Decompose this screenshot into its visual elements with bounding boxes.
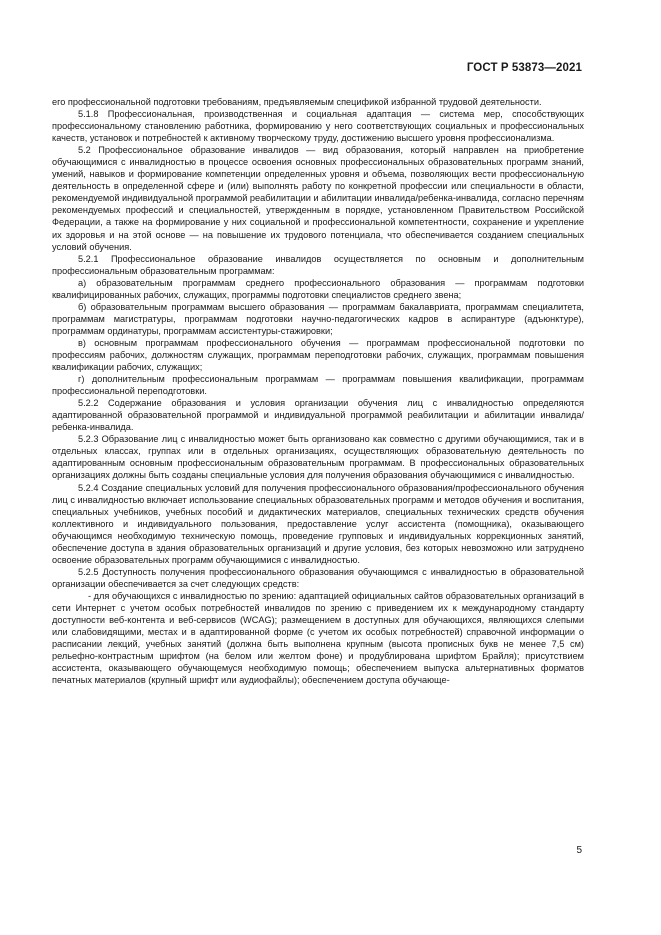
document-header: ГОСТ Р 53873—2021 — [466, 62, 582, 74]
list-item-a: а) образовательным программам среднего профессионального образования — программам подготовки квалифицированных рабочих, служащих, программы подготовки специалистов среднего звена; — [52, 277, 584, 300]
paragraph-5-2: 5.2 Профессиональное образование инвалидов — вид образования, который направлен на приобретение обучающимися с инвалидностью в процессе освоения основных профессиональных образовательных программ знаний, умений, навыков и формирование компетенции определенных уровня и объема, позволяющих вести профессиональную деятельность в определенной сфере и (или) выполнять работу по конкретной профессии или специальности в области, рекомендуемой индивидуальной программой реабилитации и абилитации инвалида/ребенка-инвалида, согласно перечням рекомендуемых профессий и специальностей, утвержденным в порядке, установленном Правительством Российской Федерации, а также на формирование у них социальной и профессиональной компетентности, сохранение и укрепление их здоровья и на этой основе — на повышение их трудового потенциала, что обеспечивается созданием специальных условий обучения. — [52, 145, 584, 252]
paragraph-5-1-8: 5.1.8 Профессиональная, производственная и социальная адаптация — система мер, способствующих профессиональному становлению работника, формированию у него соответствующих социальных и профессиональных качеств, установок и потребностей к активному творческому труду, достижению высшего уровня профессионализма. — [52, 109, 584, 144]
paragraph-5-2-1: 5.2.1 Профессиональное образование инвалидов осуществляется по основным и дополнительным профессиональным образовательным программам: — [52, 253, 584, 276]
paragraph-5-2-2: 5.2.2 Содержание образования и условия организации обучения лиц с инвалидностью определяются адаптированной образовательной программой и индивидуальной программой реабилитации и абилитации инвалида/ребенка-инвалида. — [52, 398, 584, 433]
paragraph-vision-impaired: - для обучающихся с инвалидностью по зрению: адаптацией официальных сайтов образовательных организаций в сети Интернет с учетом особых потребностей инвалидов по зрению с приведением их к международному стандарту доступности веб-контента и веб-сервисов (WCAG); размещением в доступных для обучающихся, являющихся слепыми или слабовидящими, местах и в адаптированной форме (с учетом их особых потребностей) справочной информации о расписании лекций, учебных занятий (должна быть выполнена крупным (высота прописных букв не менее 7,5 см) рельефно-контрастным шрифтом (на белом или желтом фоне) и продублирована шрифтом Брайля); присутствием ассистента, оказывающего обучающемуся необходимую помощь; обеспечением выпуска альтернативных форматов печатных материалов (крупный шрифт или аудиофайлы); обеспечением доступа обучающе- — [52, 590, 584, 686]
list-item-b: б) образовательным программам высшего образования — программам бакалавриата, программам специалитета, программам магистратуры, программам подготовки научно-педагогических кадров в аспирантуре (адъюнктуре), программам ординатуры, программам ассистентуры-стажировки; — [52, 301, 584, 336]
list-item-g: г) дополнительным профессиональным программам — программам повышения квалификации, программам профессиональной переподготовки. — [52, 374, 584, 397]
paragraph-5-2-5: 5.2.5 Доступность получения профессионального образования обучающимся с инвалидностью в образовательной организации обеспечивается за счет следующих средств: — [52, 566, 584, 589]
document-body — [52, 96, 584, 686]
list-item-v: в) основным программам профессионального обучения — программам профессиональной подготовки по профессиям рабочих, должностям служащих, программам переподготовки рабочих, служащих, программам повышения квалификации рабочих, служащих; — [52, 337, 584, 373]
page-number: 5 — [576, 845, 582, 856]
paragraph-5-2-3: 5.2.3 Образование лиц с инвалидностью может быть организовано как совместно с другими обучающимися, так и в отдельных классах, группах или в отдельных организациях, осуществляющих образовательную деятельность по адаптированным основным профессиональным образовательным программам. В профессиональных образовательных организациях должны быть созданы специальные условия для получения образования обучающимися с инвалидностью. — [52, 434, 584, 481]
paragraph-5-2-4: 5.2.4 Создание специальных условий для получения профессионального образования/профессионального обучения лиц с инвалидностью включает использование специальных образовательных программ и методов обучения и воспитания, специальных учебников, учебных пособий и дидактических материалов, специальных технических средств обучения коллективного и индивидуального пользования, предоставление услуг ассистента (помощника), оказывающего обучающимся необходимую техническую помощь, проведение групповых и индивидуальных коррекционных занятий, обеспечение доступа в здания образовательных организаций и другие условия, без которых невозможно или затруднено освоение образовательных программ обучающимися с инвалидностью. — [52, 482, 584, 565]
paragraph-continuation: его профессиональной подготовки требованиям, предъявляемым спецификой избранной трудовой деятельности. — [52, 97, 542, 107]
